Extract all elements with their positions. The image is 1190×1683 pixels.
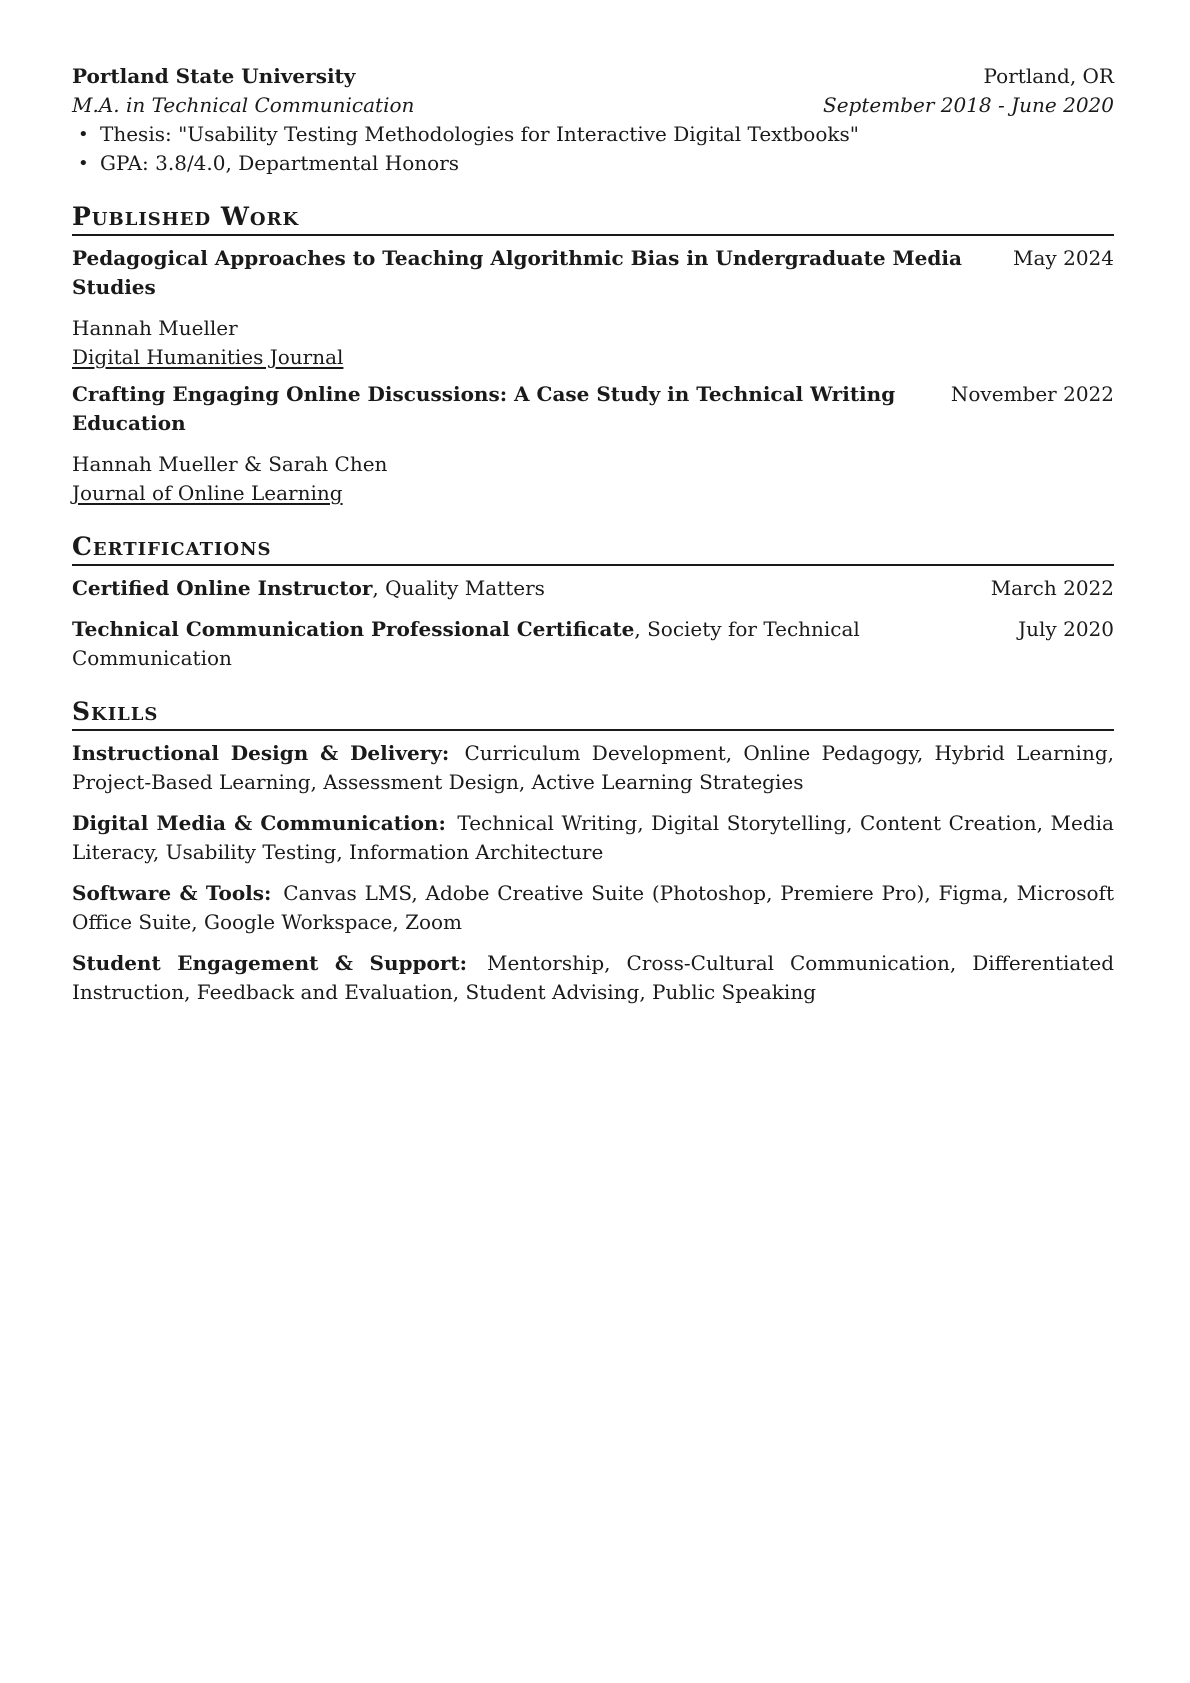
skill-list: Curriculum Development, Online Pedagogy, Hybrid Learning, Project-Based Learning, Assessment Design, Active Learning Strategies: [72, 741, 1114, 794]
skill-group: [72, 809, 1114, 867]
certification-text: [72, 615, 1018, 673]
publication-header-row: [72, 380, 1114, 438]
certification-date: March 2022: [990, 576, 1114, 600]
institution-location: Portland, OR: [983, 64, 1114, 88]
resume-page: [72, 62, 1114, 1019]
institution-name: Portland State University: [72, 64, 356, 88]
skill-list: Canvas LMS, Adobe Creative Suite (Photoshop, Premiere Pro), Figma, Microsoft Office Suite, Google Workspace, Zoom: [72, 881, 1114, 934]
skill-group: [72, 879, 1114, 937]
education-entry: [72, 62, 1114, 178]
publication-venue-link[interactable]: Digital Humanities Journal: [72, 345, 344, 369]
degree-dates: September 2018 - June 2020: [823, 93, 1114, 117]
skill-group: [72, 949, 1114, 1007]
publication-date: November 2022: [950, 382, 1114, 406]
section-heading-published-work: Published Work: [72, 200, 1114, 236]
publication-title: Crafting Engaging Online Discussions: A Case Study in Technical Writing Education: [72, 382, 896, 435]
publication-entry: [72, 244, 1114, 372]
certification-issuer: , Society for Technical Communication: [72, 617, 860, 670]
education-bullet-gpa: • GPA: 3.8/4.0, Departmental Honors: [100, 149, 1114, 178]
certification-entry: [72, 574, 1114, 603]
education-degree-row: [72, 91, 1114, 120]
publication-date: May 2024: [1013, 246, 1114, 270]
skill-category: Digital Media & Communication:: [72, 811, 446, 835]
skill-category: Student Engagement & Support:: [72, 951, 468, 975]
skill-group: [72, 739, 1114, 797]
education-bullet-thesis: • Thesis: "Usability Testing Methodologies for Interactive Digital Textbooks": [100, 120, 1114, 149]
certification-date: July 2020: [1018, 617, 1114, 641]
skill-category: Instructional Design & Delivery:: [72, 741, 450, 765]
certification-name: Certified Online Instructor: [72, 576, 373, 600]
skill-category: Software & Tools:: [72, 881, 272, 905]
publication-authors: Hannah Mueller: [72, 316, 238, 340]
certification-text: [72, 574, 545, 603]
education-header-row: [72, 62, 1114, 91]
education-bullets: [72, 120, 1114, 178]
degree-title: M.A. in Technical Communication: [72, 93, 415, 117]
publication-entry: [72, 380, 1114, 508]
publication-authors: Hannah Mueller & Sarah Chen: [72, 452, 388, 476]
section-heading-certifications: Certifications: [72, 530, 1114, 566]
certification-issuer: , Quality Matters: [372, 576, 545, 600]
section-heading-skills: Skills: [72, 695, 1114, 731]
certification-entry: [72, 615, 1114, 673]
skill-list: Technical Writing, Digital Storytelling, Content Creation, Media Literacy, Usability Testing, Information Architecture: [72, 811, 1114, 864]
publication-header-row: [72, 244, 1114, 302]
skill-list: Mentorship, Cross-Cultural Communication, Differentiated Instruction, Feedback and Evaluation, Student Advising, Public Speaking: [72, 951, 1115, 1004]
publication-title: Pedagogical Approaches to Teaching Algorithmic Bias in Undergraduate Media Studies: [72, 246, 962, 299]
publication-venue-link[interactable]: Journal of Online Learning: [72, 481, 343, 505]
certification-name: Technical Communication Professional Certificate: [72, 617, 635, 641]
